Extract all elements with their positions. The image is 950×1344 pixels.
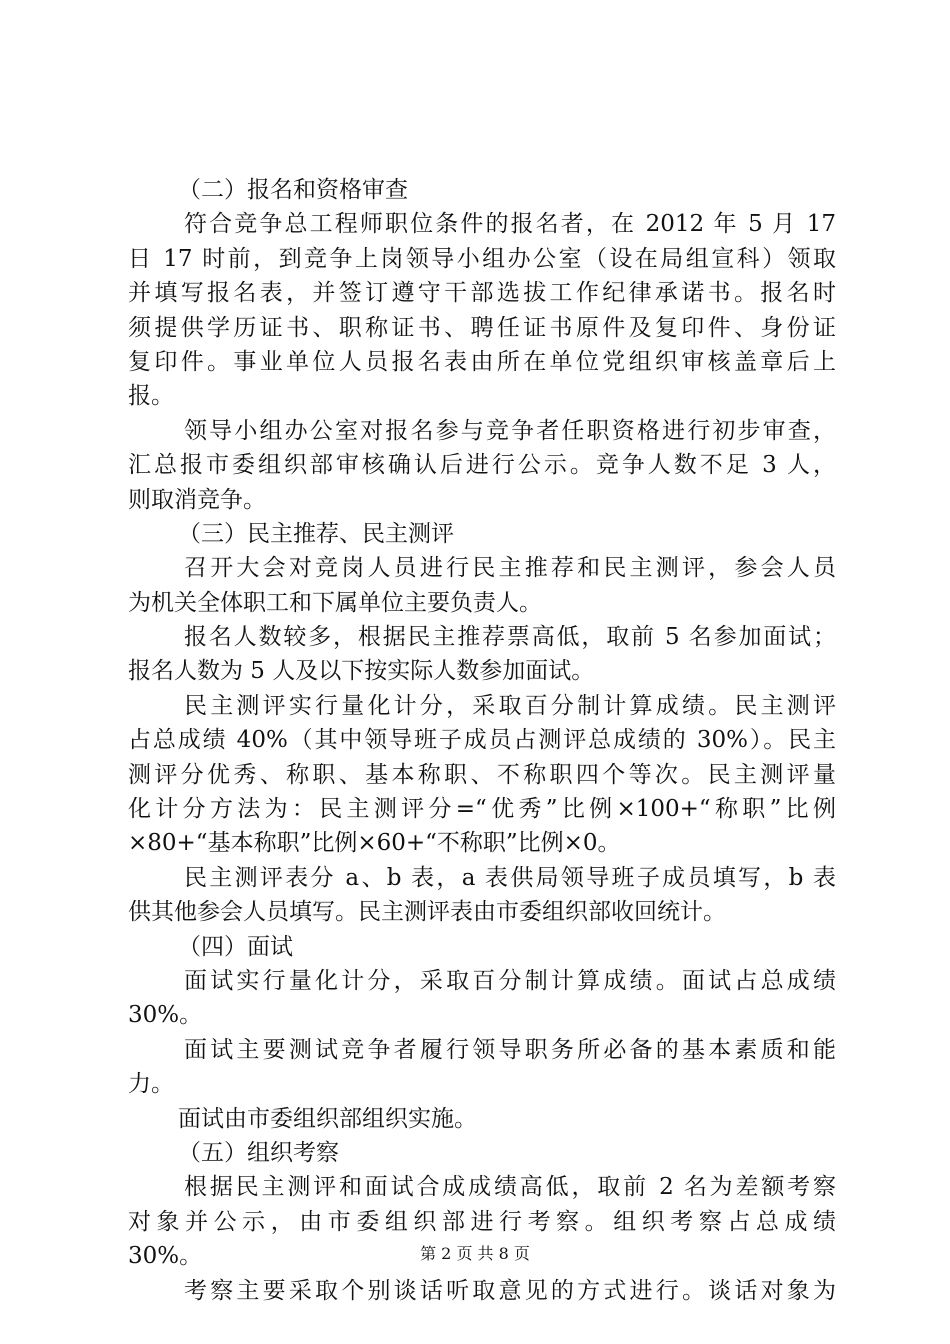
paragraph-line: 测评分优秀、称职、基本称职、不称职四个等次。民主测评量 <box>128 761 836 788</box>
paragraph-line: 召开大会对竞岗人员进行民主推荐和民主测评，参会人员 <box>184 555 836 582</box>
paragraph-line: 报名人数较多，根据民主推荐票高低，取前 5 名参加面试； <box>184 624 836 651</box>
paragraph-line: 根据民主测评和面试合成成绩高低，取前 2 名为差额考察 <box>184 1174 836 1201</box>
paragraph-line: 30%。 <box>128 1243 203 1270</box>
paragraph-line: 复印件。事业单位人员报名表由所在单位党组织审核盖章后上 <box>128 348 836 375</box>
section-heading: （三）民主推荐、民主测评 <box>178 520 454 547</box>
paragraph-line: 供其他参会人员填写。民主测评表由市委组织部收回统计。 <box>128 899 726 926</box>
paragraph-line: 面试由市委组织部组织实施。 <box>178 1105 477 1132</box>
paragraph-line: 汇总报市委组织部审核确认后进行公示。竞争人数不足 3 人， <box>128 452 836 479</box>
paragraph-line: 占总成绩 40%（其中领导班子成员占测评总成绩的 30%）。民主 <box>128 727 836 754</box>
page-footer: 第 2 页 共 8 页 <box>420 1244 530 1263</box>
section-heading: （四）面试 <box>178 933 293 960</box>
paragraph-line: 须提供学历证书、职称证书、聘任证书原件及复印件、身份证 <box>128 314 836 341</box>
paragraph-line: 符合竞争总工程师职位条件的报名者，在 2012 年 5 月 17 <box>184 211 836 238</box>
paragraph-line: 面试主要测试竞争者履行领导职务所必备的基本素质和能 <box>184 1036 836 1063</box>
paragraph-line: 领导小组办公室对报名参与竞争者任职资格进行初步审查， <box>184 417 836 444</box>
paragraph-line: 则取消竞争。 <box>128 486 266 513</box>
section-heading: （五）组织考察 <box>178 1139 339 1166</box>
paragraph-line: 考察主要采取个别谈话听取意见的方式进行。谈话对象为 <box>184 1277 836 1304</box>
paragraph-line: 报。 <box>128 383 174 410</box>
paragraph-line: 报名人数为 5 人及以下按实际人数参加面试。 <box>128 658 595 685</box>
document-body <box>128 173 836 1308</box>
paragraph-line: 化计分方法为：民主测评分=“优秀”比例×100+“称职”比例 <box>128 796 836 823</box>
paragraph-line: 面试实行量化计分，采取百分制计算成绩。面试占总成绩 <box>184 967 836 994</box>
paragraph-line: 民主测评实行量化计分，采取百分制计算成绩。民主测评 <box>184 692 836 719</box>
paragraph-line: 并填写报名表，并签订遵守干部选拔工作纪律承诺书。报名时 <box>128 280 836 307</box>
paragraph-line: 民主测评表分 a、b 表，a 表供局领导班子成员填写，b 表 <box>184 864 836 891</box>
paragraph-line: ×80+“基本称职”比例×60+“不称职”比例×0。 <box>128 830 621 857</box>
section-heading: （二）报名和资格审查 <box>178 177 408 203</box>
paragraph-line: 为机关全体职工和下属单位主要负责人。 <box>128 589 542 616</box>
paragraph-line: 对象并公示，由市委组织部进行考察。组织考察占总成绩 <box>128 1208 836 1235</box>
paragraph-line: 日 17 时前，到竞争上岗领导小组办公室（设在局组宣科）领取 <box>128 245 836 272</box>
paragraph-line: 力。 <box>128 1071 174 1098</box>
paragraph-line: 30%。 <box>128 1002 203 1029</box>
